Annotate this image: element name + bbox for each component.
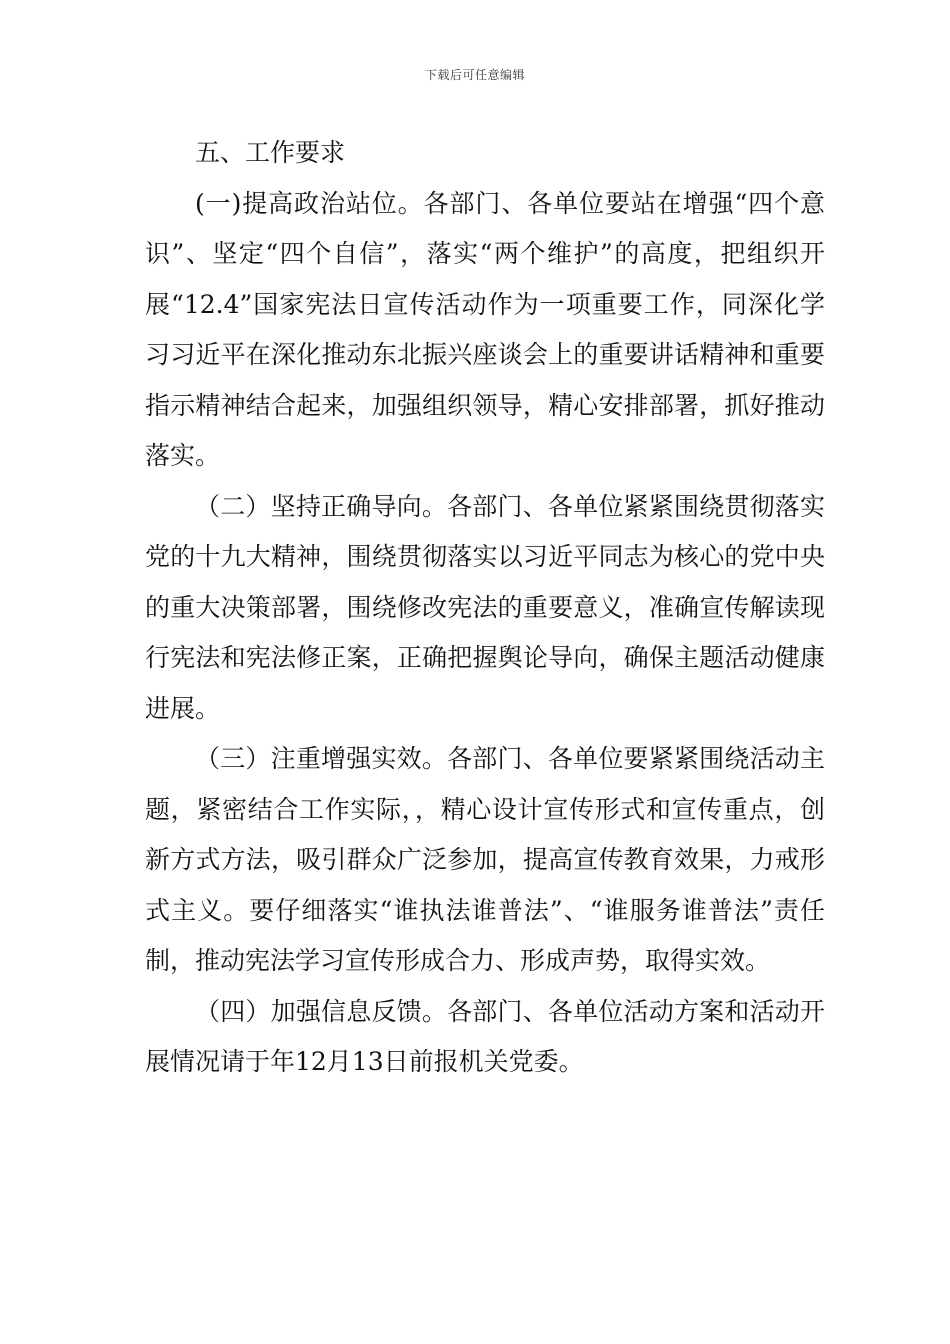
paragraph-2: （二）坚持正确导向。各部门、各单位紧紧围绕贯彻落实党的十九大精神，围绕贯彻落实以习近平同志为核心的党中央的重大决策部署，围绕修改宪法的重要意义，准确宣传解读现行宪法和宪法修正案，正确把握舆论导向，确保主题活动健康进展。	[145, 491, 825, 723]
page-header: 下载后可任意编辑	[424, 68, 525, 82]
paragraph-4: （四）加强信息反馈。各部门、各单位活动方案和活动开展情况请于年12月13日前报机关党委。	[145, 996, 825, 1076]
paragraph-1: (一)提高政治站位。各部门、各单位要站在增强“四个意识”、坚定“四个自信”，落实“两个维护”的高度，把组织开展“12.4”国家宪法日宣传活动作为一项重要工作，同深化学习习近平在深化推动东北振兴座谈会上的重要讲话精神和重要指示精神结合起来，加强组织领导，精心安排部署，抓好推动落实。	[145, 188, 825, 470]
document-body	[145, 128, 825, 1088]
paragraph-3: （三）注重增强实效。各部门、各单位要紧紧围绕活动主题，紧密结合工作实际，，精心设计宣传形式和宣传重点，创新方式方法，吸引群众广泛参加，提高宣传教育效果，力戒形式主义。要仔细落实“谁执法谁普法”、“谁服务谁普法”责任制，推动宪法学习宣传形成合力、形成声势，取得实效。	[145, 744, 825, 975]
section-heading: 五、工作要求	[195, 138, 346, 167]
